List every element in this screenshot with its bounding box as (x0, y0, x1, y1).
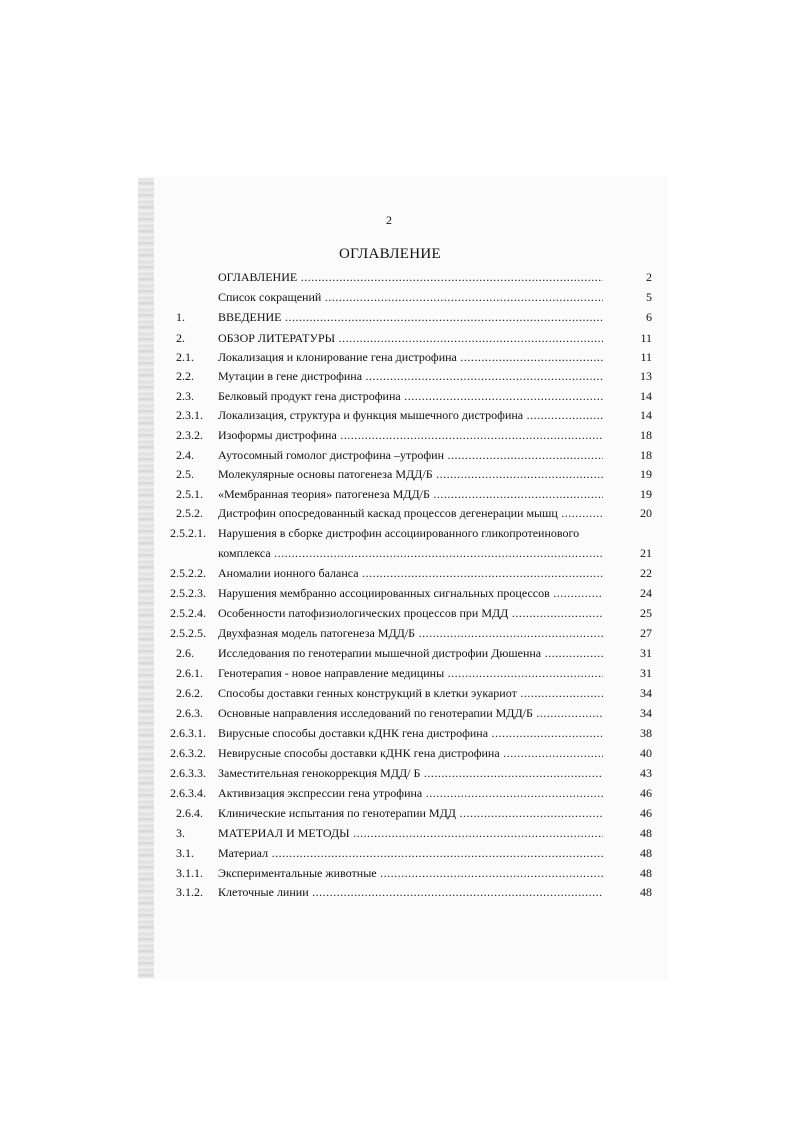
toc-entry-number: 3.1.1. (176, 866, 203, 880)
toc-entry-title: Особенности патофизиологических процессов при МДД ..... (218, 606, 603, 621)
toc-entry-title: Невирусные способы доставки кДНК гена дистрофина ..... (218, 746, 603, 761)
toc-entry-page: 11 (640, 350, 652, 364)
toc-entry-number: 2.6.3.4. (170, 786, 206, 800)
toc-entry-number: 2.3.2. (176, 428, 203, 442)
toc-entry-page: 13 (640, 369, 652, 383)
toc-entry-page: 48 (640, 826, 652, 840)
toc-entry (0, 826, 795, 846)
toc-entry-page: 46 (640, 806, 652, 820)
toc-entry-page: 5 (646, 290, 652, 304)
toc-entry-title: Исследования по генотерапии мышечной дистрофии Дюшенна ..... (218, 646, 603, 661)
toc-entry (0, 706, 795, 726)
toc-entry-page: 14 (640, 389, 652, 403)
toc-entry-title: Способы доставки генных конструкций в клетки эукариот ..... (218, 686, 603, 701)
toc-entry-number: 2.6.3.3. (170, 766, 206, 780)
toc-entry-title: Нарушения мембранно ассоциированных сигнальных процессов ..... (218, 586, 603, 601)
toc-entry (0, 766, 795, 786)
toc-entry-title: Двухфазная модель патогенеза МДД/Б ..... (218, 626, 603, 641)
toc-entry-page: 22 (640, 566, 652, 580)
toc-entry (0, 866, 795, 886)
toc-entry-number: 2.6.3.2. (170, 746, 206, 760)
toc-entry-page: 43 (640, 766, 652, 780)
toc-entry (0, 666, 795, 686)
toc-entry-page: 14 (640, 408, 652, 422)
toc-entry (0, 726, 795, 746)
toc-entry-page: 25 (640, 606, 652, 620)
toc-entry-page: 20 (640, 506, 652, 520)
toc-entry (0, 448, 795, 468)
toc-entry-page: 19 (640, 467, 652, 481)
toc-entry-page: 48 (640, 866, 652, 880)
toc-entry-number: 2.6.3.1. (170, 726, 206, 740)
toc-entry-title: Дистрофин опосредованный каскад процессов дегенерации мышц ..... (218, 506, 603, 521)
toc-entry-title: Аномалии ионного баланса ..... (218, 566, 603, 581)
toc-entry-title: Мутации в гене дистрофина ..... (218, 369, 603, 384)
toc-entry-number: 2.6.1. (176, 666, 203, 680)
toc-entry-page: 2 (646, 270, 652, 284)
toc-entry-number: 2.5.2.4. (170, 606, 206, 620)
toc-entry-number: 2.5.2.1. (170, 526, 206, 540)
toc-entry (0, 428, 795, 448)
toc-entry (0, 566, 795, 586)
toc-entry-title: Активизация экспрессии гена утрофина ..... (218, 786, 603, 801)
toc-entry-page: 6 (646, 310, 652, 324)
toc-entry-number: 2.6.3. (176, 706, 203, 720)
toc-entry-title: Клеточные линии ..... (218, 885, 603, 900)
toc-entry-title: Клинические испытания по генотерапии МДД ..... (218, 806, 603, 821)
toc-entry-number: 2.5.2. (176, 506, 203, 520)
toc-entry (0, 408, 795, 428)
page-title: ОГЛАВЛЕНИЕ (339, 246, 441, 262)
toc-entry-page: 48 (640, 846, 652, 860)
toc-entry (0, 686, 795, 706)
toc-entry (0, 606, 795, 626)
toc-entry (0, 506, 795, 526)
toc-entry-number: 2.5. (176, 467, 194, 481)
toc-entry-page: 46 (640, 786, 652, 800)
toc-entry-number: 2.5.2.2. (170, 566, 206, 580)
toc-entry (0, 350, 795, 370)
toc-entry-number: 2.5.2.5. (170, 626, 206, 640)
toc-entry-page: 11 (640, 331, 652, 345)
toc-entry-title: Молекулярные основы патогенеза МДД/Б ..... (218, 467, 603, 482)
toc-entry (0, 369, 795, 389)
toc-entry-title: комплекса ..... (218, 546, 603, 561)
toc-entry (0, 546, 795, 566)
toc-entry-number: 2.6. (176, 646, 194, 660)
toc-entry-number: 2.4. (176, 448, 194, 462)
toc-entry (0, 487, 795, 507)
toc-entry-number: 1. (176, 310, 185, 324)
toc-entry-page: 19 (640, 487, 652, 501)
toc-entry-title: Белковый продукт гена дистрофина ..... (218, 389, 603, 404)
toc-entry-page: 21 (640, 546, 652, 560)
toc-entry-number: 2.6.2. (176, 686, 203, 700)
toc-entry-number: 2.3.1. (176, 408, 203, 422)
toc-entry-title: Аутосомный гомолог дистрофина –утрофин ..... (218, 448, 603, 463)
toc-entry (0, 331, 795, 351)
toc-entry-title: МАТЕРИАЛ И МЕТОДЫ ..... (218, 826, 603, 841)
toc-entry (0, 586, 795, 606)
toc-entry-number: 2.5.2.3. (170, 586, 206, 600)
toc-entry-page: 27 (640, 626, 652, 640)
toc-entry-page: 34 (640, 706, 652, 720)
toc-entry-number: 2.6.4. (176, 806, 203, 820)
toc-entry (0, 270, 795, 290)
toc-entry-title: Заместительная генокоррекция МДД/ Б ..... (218, 766, 603, 781)
toc-entry-title: Изоформы дистрофина ..... (218, 428, 603, 443)
toc-entry-title: Список сокращений ..... (218, 290, 603, 305)
toc-entry-number: 3.1.2. (176, 885, 203, 899)
toc-entry (0, 467, 795, 487)
toc-entry-page: 18 (640, 428, 652, 442)
toc-entry-title: «Мембранная теория» патогенеза МДД/Б ..... (218, 487, 603, 502)
toc-entry (0, 806, 795, 826)
toc-entry-title: Локализация и клонирование гена дистрофина ..... (218, 350, 603, 365)
toc-entry-title: Материал ..... (218, 846, 603, 861)
toc-entry-title: Экспериментальные животные ..... (218, 866, 603, 881)
toc-entry-title: ВВЕДЕНИЕ ..... (218, 310, 603, 325)
toc-entry-page: 34 (640, 686, 652, 700)
toc-entry-title: Нарушения в сборке дистрофин ассоциированного гликопротеинового (218, 526, 580, 540)
toc-entry (0, 646, 795, 666)
toc-entry-page: 40 (640, 746, 652, 760)
toc-entry-page: 24 (640, 586, 652, 600)
toc-entry (0, 526, 795, 546)
toc-entry (0, 290, 795, 310)
toc-entry-title: Генотерапия - новое направление медицины ..... (218, 666, 603, 681)
toc-entry (0, 746, 795, 766)
toc-entry (0, 786, 795, 806)
toc-entry (0, 846, 795, 866)
toc-entry-page: 31 (640, 666, 652, 680)
toc-entry-title: Основные направления исследований по генотерапии МДД/Б ..... (218, 706, 603, 721)
toc-entry (0, 885, 795, 905)
toc-entry-title: ОБЗОР ЛИТЕРАТУРЫ ..... (218, 331, 603, 346)
toc-entry-title: Локализация, структура и функция мышечного дистрофина ..... (218, 408, 603, 423)
toc-entry-page: 18 (640, 448, 652, 462)
page-number: 2 (386, 213, 392, 227)
toc-entry-page: 48 (640, 885, 652, 899)
toc-entry-page: 38 (640, 726, 652, 740)
toc-entry-number: 2.1. (176, 350, 194, 364)
toc-entry-page: 31 (640, 646, 652, 660)
toc-entry-number: 2.5.1. (176, 487, 203, 501)
toc-entry (0, 310, 795, 330)
toc-entry-number: 2.2. (176, 369, 194, 383)
toc-entry (0, 626, 795, 646)
toc-entry-number: 2.3. (176, 389, 194, 403)
toc-entry-number: 2. (176, 331, 185, 345)
toc-entry-number: 3. (176, 826, 185, 840)
toc-entry-title: ОГЛАВЛЕНИЕ ..... (218, 270, 603, 285)
toc-entry-title: Вирусные способы доставки кДНК гена дистрофина ..... (218, 726, 603, 741)
toc-entry (0, 389, 795, 409)
toc-entry-number: 3.1. (176, 846, 194, 860)
